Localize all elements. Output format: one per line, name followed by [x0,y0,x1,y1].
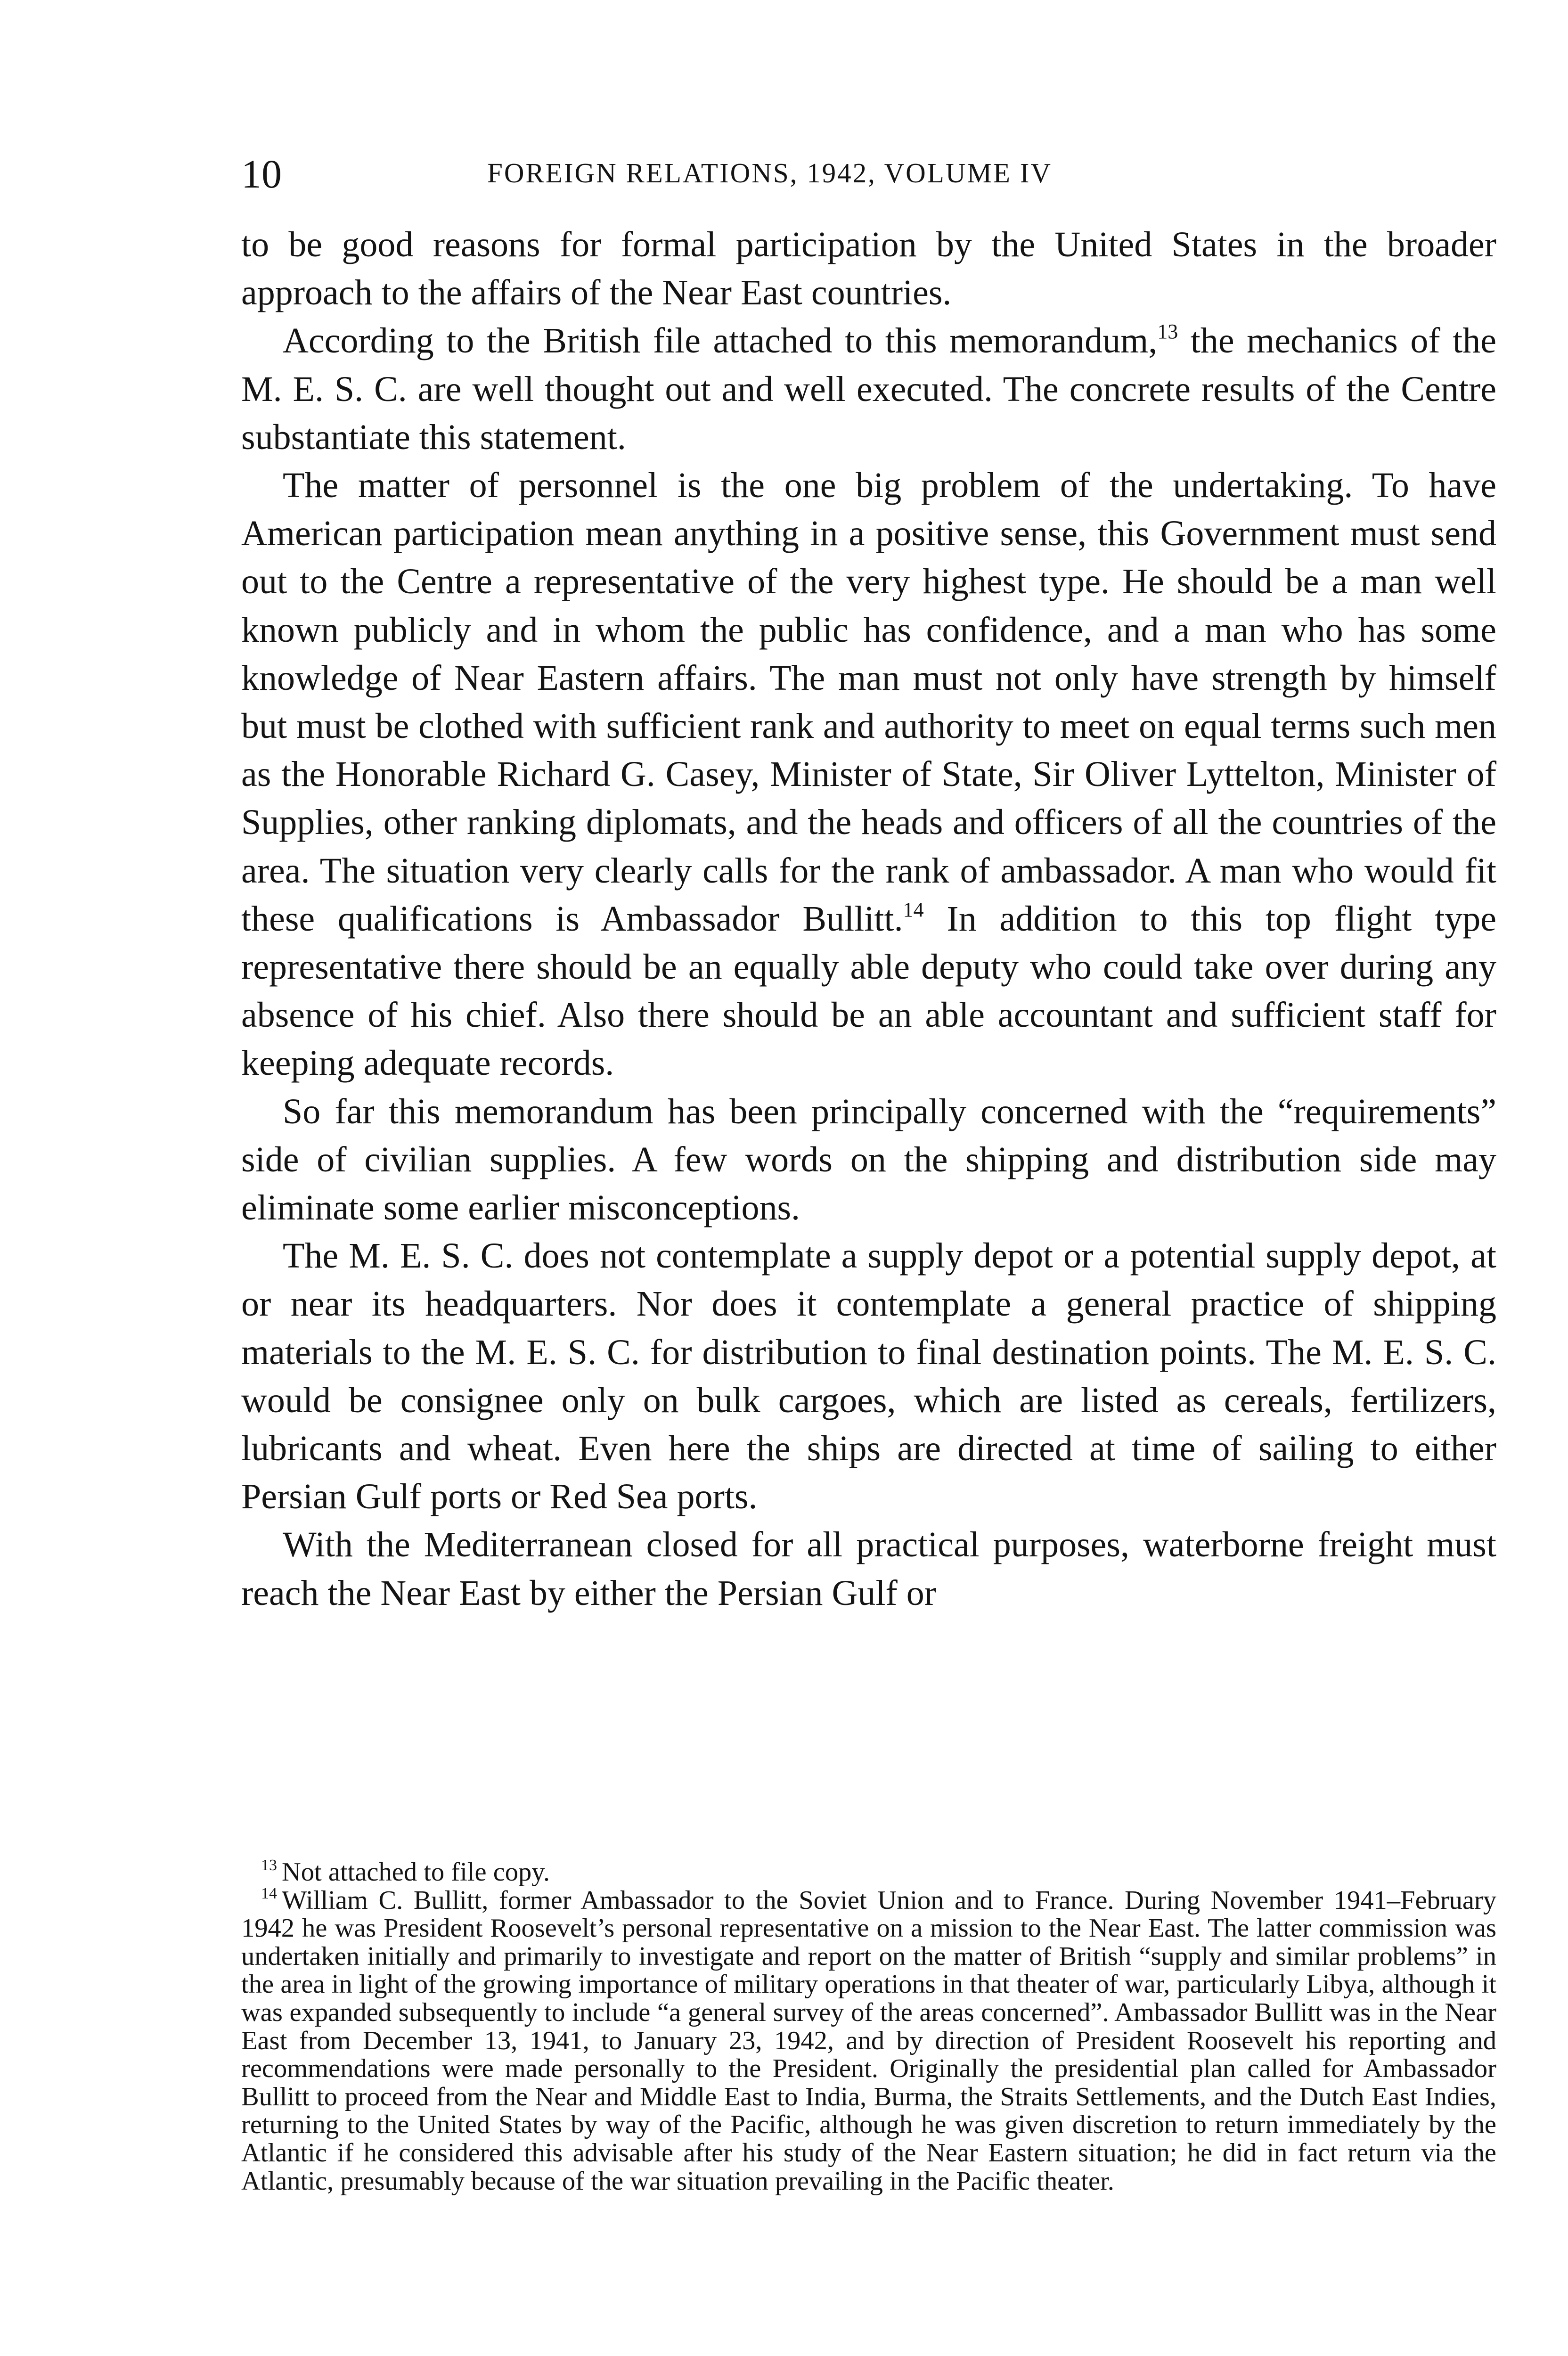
paragraph-text: The M. E. S. C. does not contemplate a supply depot or a potential supply depot, at or near its headquarters. Nor does it contemplate a general practice of shipping materials to the M. E. S. C. for distribution to final destination points. The M. E. S. C. would be consignee only on bulk cargoes, which are listed as cereals, fertilizers, lubricants and wheat. Even here the ships are directed at time of sailing to either Persian Gulf ports or Red Sea ports. [241,1236,1496,1517]
paragraph-text: The matter of personnel is the one big problem of the undertaking. To have American participation mean anything in a positive sense, this Government must send out to the Centre a representative of the very highest type. He should be a man well known publicly and in whom the public has confidence, and a man who has some knowledge of Near Eastern affairs. The man must not only have strength by himself but must be clothed with sufficient rank and authority to meet on equal terms such men as the Honorable Richard G. Casey, Minister of State, Sir Oliver Lyttelton, Minister of Supplies, other ranking diplomats, and the heads and officers of all the countries of the area. The situation very clearly calls for the rank of ambassador. A man who would fit these qualifications is Ambassador Bullitt. [241,466,1496,939]
paragraph [241,1521,1496,1617]
footnote-mark: 14 [261,1884,277,1902]
paragraph-text: the mechanics of the M. E. S. C. are well thought out and well executed. The concrete results of the Centre substantiate this statement. [241,321,1496,457]
page-number: 10 [241,151,282,196]
paragraph-text: According to the British file attached to this memorandum, [283,321,1158,361]
paragraph-text: to be good reasons for formal participation by the United States in the broader approach to the affairs of the Near East countries. [241,225,1496,313]
running-header [241,141,1496,198]
footnote-reference[interactable]: 14 [903,898,924,921]
footnote-text: Not attached to file copy. [282,1857,550,1887]
paragraph-text: In addition to this top flight type representative there should be an equally able deputy who could take over during any absence of his chief. Also there should be an able accountant and sufficient staff for keeping adequate records. [241,899,1496,1083]
footnotes [241,1858,1496,2195]
footnote-text: William C. Bullitt, former Ambassador to the Soviet Union and to France. During November 1941–February 1942 he was President Roosevelt’s personal representative on a mission to the Near East. The latter commission was undertaken initially and primarily to investigate and report on the matter of British “supply and similar problems” in the area in light of the growing importance of military operations in that theater of war, particularly Libya, although it was expanded subsequently to include “a general survey of the areas concerned”. Ambassador Bullitt was in the Near East from December 13, 1941, to January 23, 1942, and by direction of President Roosevelt his reporting and recommendations were made personally to the President. Originally the presidential plan called for Ambassador Bullitt to proceed from the Near and Middle East to India, Burma, the Straits Settlements, and the Dutch East Indies, returning to the United States by way of the Pacific, although he was given discretion to return immediately by the Atlantic if he considered this advisable after his study of the Near Eastern situation; he did in fact return via the Atlantic, presumably because of the war situation prevailing in the Pacific theater. [241,1885,1496,2196]
paragraph [241,1232,1496,1521]
document-page [241,141,1496,1617]
paragraph-text: So far this memorandum has been principally concerned with the “requirements” side of civilian supplies. A few words on the shipping and distribution side may eliminate some earlier misconceptions. [241,1091,1496,1228]
paragraph-continued [241,221,1496,317]
body-text [241,221,1496,1617]
paragraph [241,317,1496,461]
footnote-14 [241,1884,1496,2196]
paragraph [241,461,1496,1088]
footnote-13 [241,1858,1496,1887]
footnote-reference[interactable]: 13 [1157,320,1178,344]
footnote-mark: 13 [261,1857,277,1874]
running-title: FOREIGN RELATIONS, 1942, VOLUME IV [487,157,1052,188]
paragraph [241,1088,1496,1232]
paragraph-text: With the Mediterranean closed for all practical purposes, waterborne freight must reach the Near East by either the Persian Gulf or [241,1525,1496,1613]
